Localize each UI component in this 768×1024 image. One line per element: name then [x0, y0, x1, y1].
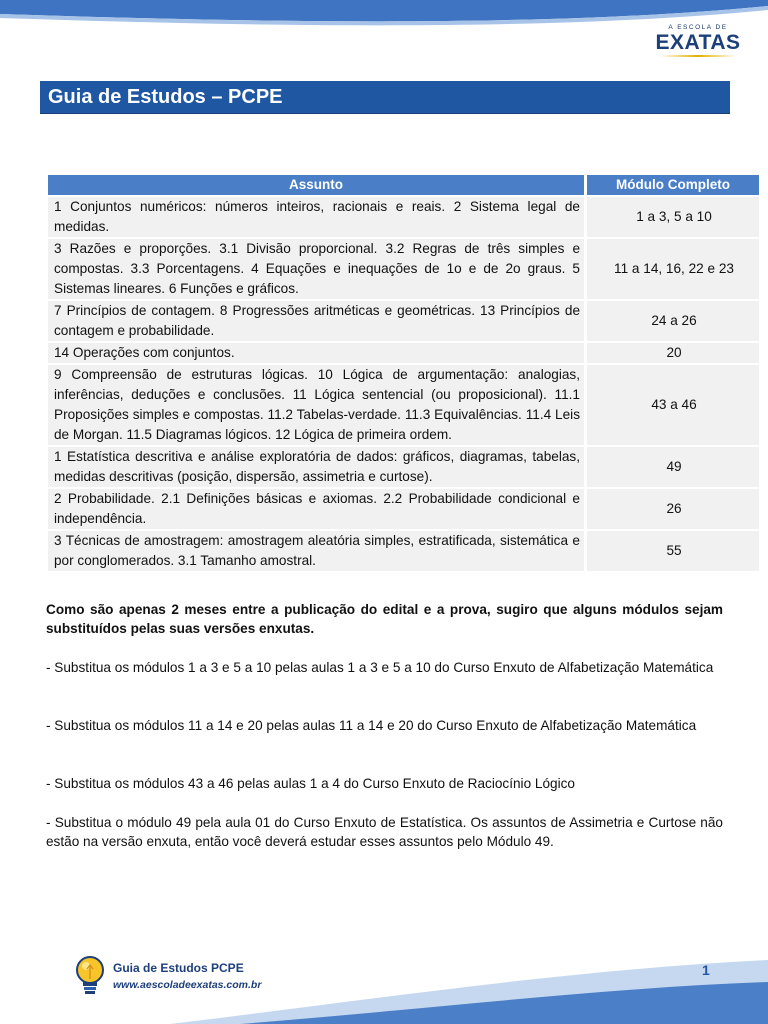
brand-logo [646, 24, 750, 57]
brand-logo-small-text: A ESCOLA DE [668, 24, 728, 31]
table-row [48, 531, 759, 571]
brand-logo-name: EXATAS [655, 31, 741, 54]
table-header-row [48, 175, 759, 195]
recommendation-item: - Substitua o módulo 49 pela aula 01 do Curso Enxuto de Estatística. Os assuntos de Assimetria e Curtose não estão na versão enxuta, então você deverá estudar esses assuntos pelo Módulo 49. [46, 815, 723, 849]
column-header-subject: Assunto [48, 175, 587, 195]
module-cell: 11 a 14, 16, 22 e 23 [587, 239, 759, 299]
module-cell: 26 [587, 489, 759, 529]
table-row [48, 489, 759, 529]
table-row [48, 239, 759, 299]
module-cell: 43 a 46 [587, 365, 759, 445]
topic-cell: 7 Princípios de contagem. 8 Progressões aritméticas e geométricas. 13 Princípios de contagem e probabilidade. [48, 301, 587, 341]
table-row [48, 301, 759, 341]
module-cell: 1 a 3, 5 a 10 [587, 197, 759, 237]
topics-table [48, 173, 759, 573]
footer-title: Guia de Estudos PCPE [113, 961, 244, 975]
column-header-module: Módulo Completo [587, 175, 759, 195]
topic-cell: 1 Conjuntos numéricos: números inteiros, racionais e reais. 2 Sistema legal de medidas. [48, 197, 587, 237]
table-row [48, 447, 759, 487]
topic-cell: 9 Compreensão de estruturas lógicas. 10 Lógica de argumentação: analogias, inferências, deduções e conclusões. 11 Lógica sentencial (ou proposicional). 11.1 Proposições simples e compostas. 11.2 Tabelas-verdade. 11.3 Equivalências. 11.4 Leis de Morgan. 11.5 Diagramas lógicos. 12 Lógica de primeira ordem. [48, 365, 587, 445]
module-cell: 24 a 26 [587, 301, 759, 341]
module-cell: 49 [587, 447, 759, 487]
table-row [48, 343, 759, 363]
page-title: Guia de Estudos – PCPE [40, 81, 730, 114]
lightbulb-icon [73, 955, 107, 999]
module-cell: 20 [587, 343, 759, 363]
brand-logo-underline [660, 55, 736, 57]
recommendation-item: - Substitua os módulos 11 a 14 e 20 pelas aulas 11 a 14 e 20 do Curso Enxuto de Alfabetização Matemática [46, 718, 697, 733]
topic-cell: 3 Razões e proporções. 3.1 Divisão proporcional. 3.2 Regras de três simples e compostas. 3.3 Porcentagens. 4 Equações e inequações de 1o e de 2o graus. 5 Sistemas lineares. 6 Funções e gráficos. [48, 239, 587, 299]
module-cell: 55 [587, 531, 759, 571]
page-number: 1 [702, 962, 710, 978]
footer-website-link[interactable]: www.aescoladeexatas.com.br [113, 979, 262, 991]
topic-cell: 1 Estatística descritiva e análise exploratória de dados: gráficos, diagramas, tabelas, medidas descritivas (posição, dispersão, assimetria e curtose). [48, 447, 587, 487]
topic-cell: 2 Probabilidade. 2.1 Definições básicas e axiomas. 2.2 Probabilidade condicional e independência. [48, 489, 587, 529]
table-row [48, 197, 759, 237]
table-row [48, 365, 759, 445]
topic-cell: 14 Operações com conjuntos. [48, 343, 587, 363]
recommendation-item: - Substitua os módulos 1 a 3 e 5 a 10 pelas aulas 1 a 3 e 5 a 10 do Curso Enxuto de Alfabetização Matemática [46, 660, 714, 675]
recommendation-item: - Substitua os módulos 43 a 46 pelas aulas 1 a 4 do Curso Enxuto de Raciocínio Lógico [46, 776, 575, 791]
recommendation-intro: Como são apenas 2 meses entre a publicação do edital e a prova, sugiro que alguns módulos sejam substituídos pelas suas versões enxutas. [46, 602, 723, 636]
topic-cell: 3 Técnicas de amostragem: amostragem aleatória simples, estratificada, sistemática e por conglomerados. 3.1 Tamanho amostral. [48, 531, 587, 571]
